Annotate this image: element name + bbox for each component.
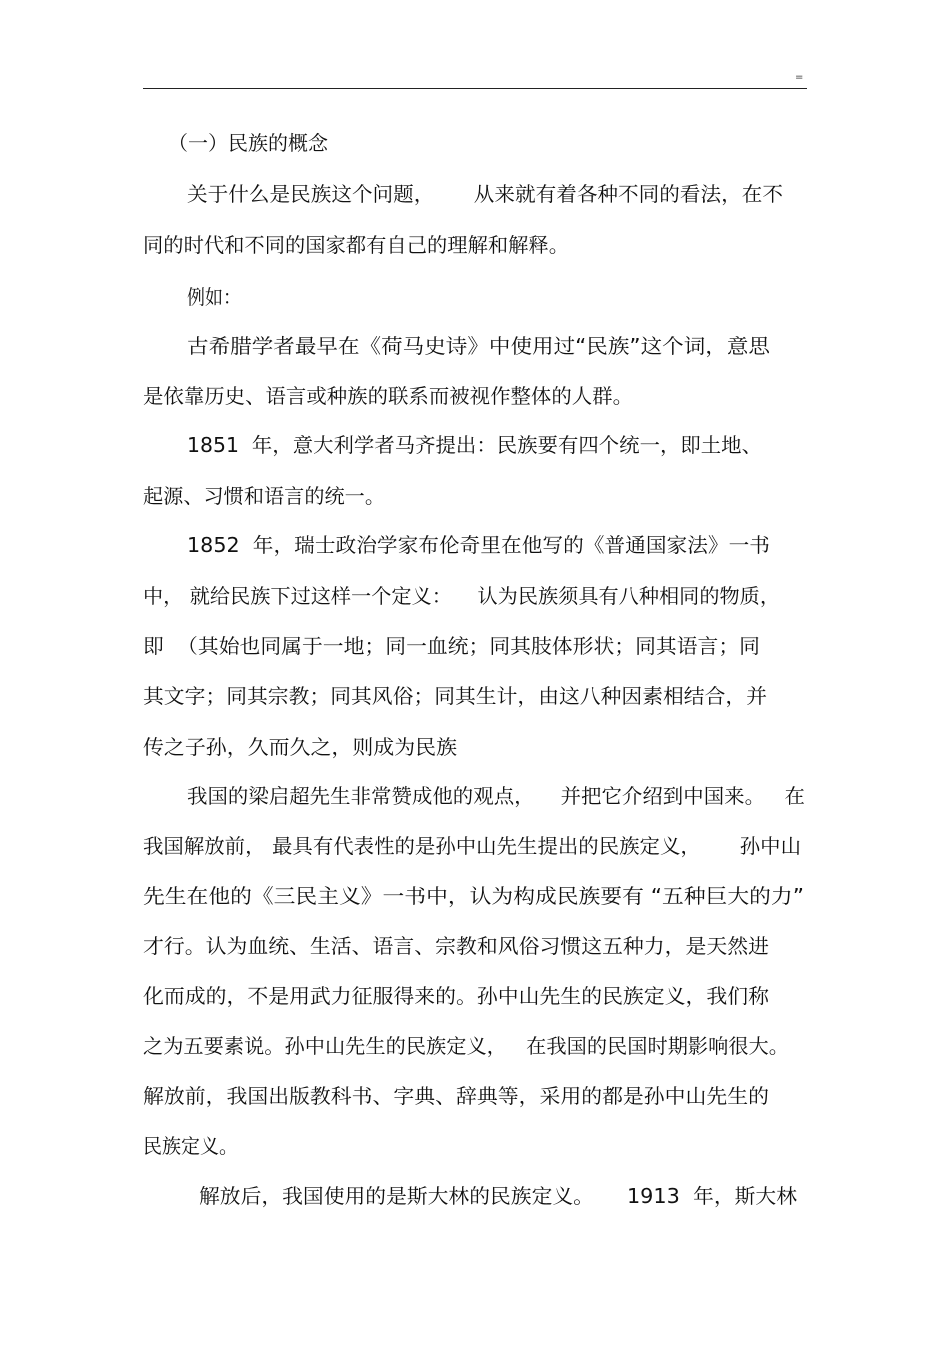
text-line: 其文字；同其宗教；同其风俗；同其生计，由这八种因素相结合，并 — [143, 684, 767, 708]
text-line: 同的时代和不同的国家都有自己的理解和解释。 — [143, 233, 569, 257]
text-line: 之为五要素说。孙中山先生的民族定义， 在我国的民国时期影响很大。 — [143, 1034, 789, 1058]
text-line: 传之子孙，久而久之，则成为民族 — [143, 735, 457, 759]
section-heading: （一）民族的概念 — [168, 131, 328, 155]
text-line: 我国解放前， 最具有代表性的是孙中山先生提出的民族定义， 孙中山 — [143, 834, 801, 858]
text-line: 解放前，我国出版教科书、字典、辞典等，采用的都是孙中山先生的 — [143, 1084, 769, 1108]
text-line: 是依靠历史、语言或种族的联系而被视作整体的人群。 — [143, 384, 633, 408]
text-line: 即 （其始也同属于一地；同一血统；同其肢体形状；同其语言；同 — [143, 634, 760, 658]
text-line: 民族定义。 — [143, 1134, 238, 1158]
text-line: 1852 年，瑞士政治学家布伦奇里在他写的《普通国家法》一书 — [187, 533, 770, 557]
header-rule — [143, 88, 807, 89]
text-line: 例如： — [187, 285, 241, 309]
text-line: 我国的梁启超先生非常赞成他的观点， 并把它介绍到中国来。 在 — [187, 784, 805, 808]
text-line: 先生在他的《三民主义》一书中，认为构成民族要有 “五种巨大的力” — [143, 884, 804, 908]
text-line: 起源、习惯和语言的统一。 — [143, 484, 385, 508]
header-mark: = — [795, 72, 804, 83]
text-line: 解放后，我国使用的是斯大林的民族定义。 1913 年，斯大林 — [199, 1184, 797, 1208]
text-line: 中， 就给民族下过这样一个定义： 认为民族须具有八种相同的物质， — [143, 584, 780, 608]
text-line: 才行。认为血统、生活、语言、宗教和风俗习惯这五种力，是天然进 — [143, 934, 769, 958]
text-line: 古希腊学者最早在《荷马史诗》中使用过“民族”这个词，意思 — [187, 334, 770, 358]
text-line: 1851 年，意大利学者马齐提出：民族要有四个统一，即土地、 — [187, 433, 762, 457]
text-line: 化而成的，不是用武力征服得来的。孙中山先生的民族定义，我们称 — [143, 984, 769, 1008]
text-line: 关于什么是民族这个问题， 从来就有着各种不同的看法，在不 — [187, 182, 783, 206]
